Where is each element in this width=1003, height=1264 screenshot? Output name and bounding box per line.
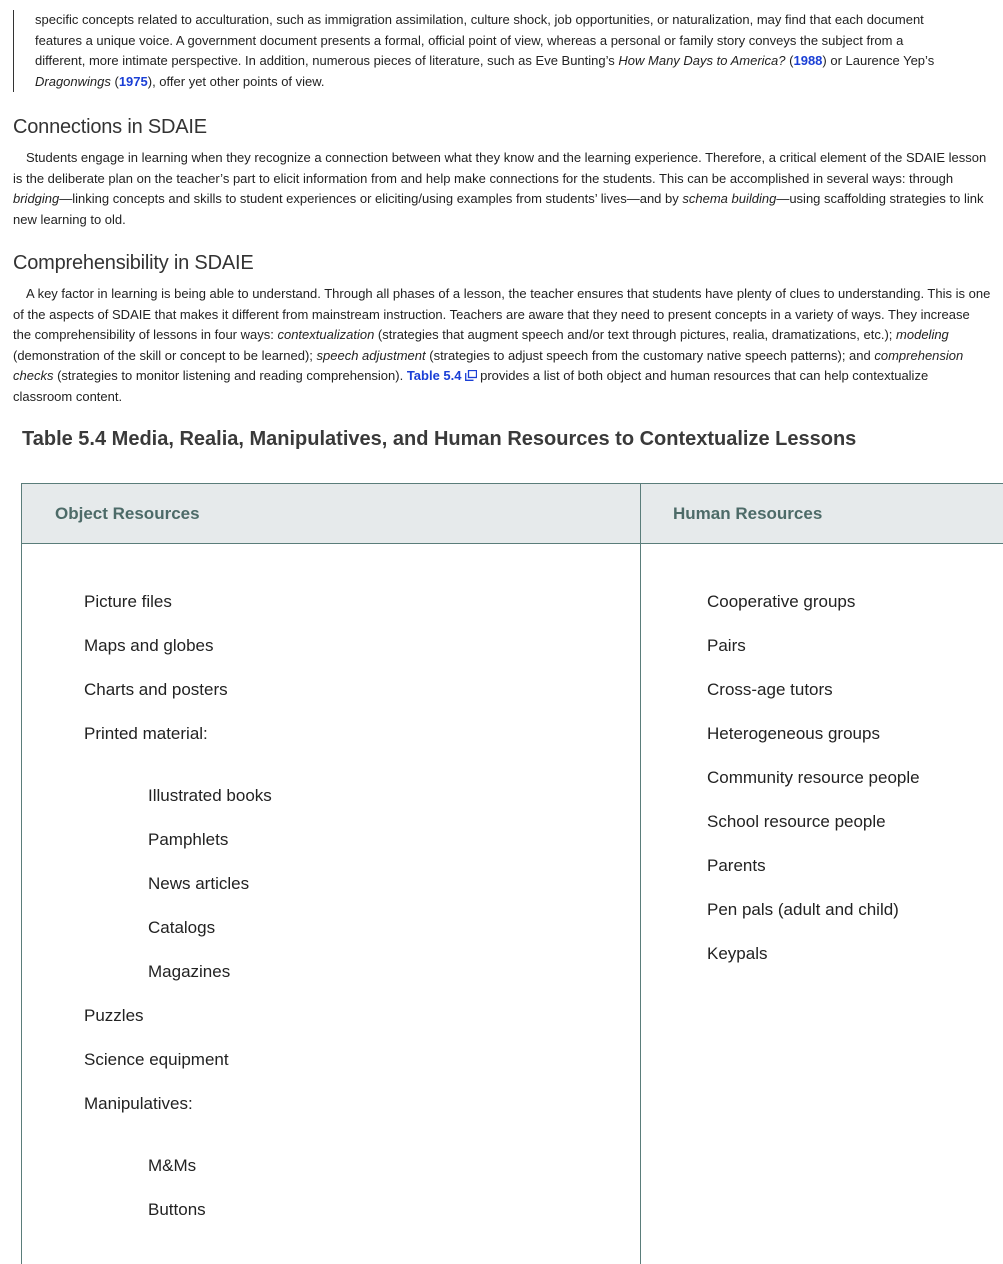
quote-text: ) or Laurence Yep’s	[822, 53, 935, 68]
quote-text: different, more intimate perspective. In addition, numerous pieces of literature, such as Eve Bunting’s	[35, 53, 619, 68]
table-header-row	[22, 484, 1003, 544]
human-item: Cooperative groups	[707, 592, 856, 611]
object-subitem: Pamphlets	[148, 830, 229, 849]
column-header-human: Human Resources	[673, 504, 823, 523]
human-item: School resource people	[707, 812, 886, 831]
table-title: Table 5.4 Media, Realia, Manipulatives, and Human Resources to Contextualize Lessons	[22, 428, 857, 450]
term: contextualization	[277, 327, 375, 342]
quote-text: (	[785, 53, 794, 68]
term: schema building	[682, 191, 777, 206]
para-text: A key factor in learning is being able to understand. Through all phases of a lesson, the teacher ensures that students have plenty of clues to understanding. This is one of the aspects of SDAIE that makes it different from mainstream instruction. Teachers are aware that they need to present concepts in a variety of ways. They increase the comprehensibility of lessons in four ways:	[13, 286, 991, 342]
para-text: (strategies that augment speech and/or text through pictures, realia, dramatizations, etc.);	[374, 327, 897, 342]
quote-text: (	[110, 73, 119, 89]
quote-line: specific concepts related to acculturation, such as immigration assimilation, culture shock, job opportunities, or naturalization, may find that each document	[35, 12, 924, 27]
object-item: Picture files	[84, 592, 172, 611]
book-title: Dragonwings	[35, 73, 111, 89]
quote-text: ), offer yet other points of view.	[147, 73, 325, 89]
term: comprehension checks	[13, 347, 964, 383]
resources-table	[21, 483, 1003, 1264]
para-text: (demonstration of the skill or concept to be learned);	[13, 347, 317, 363]
table-5-4-link[interactable]	[407, 368, 477, 383]
object-item: Printed material:	[84, 724, 208, 743]
object-item: Maps and globes	[84, 636, 214, 655]
heading-comprehensibility: Comprehensibility in SDAIE	[13, 252, 254, 274]
quote-line	[35, 72, 1000, 93]
book-title: How Many Days to America?	[618, 53, 786, 68]
para-text: —linking concepts and skills to student experiences or eliciting/using examples from students’ lives—and by	[59, 191, 683, 206]
para-text: —using scaffolding strategies to link new learning to old.	[13, 191, 984, 227]
object-subitem: Magazines	[148, 962, 231, 981]
quote-line	[35, 51, 1000, 72]
object-subitem: Buttons	[148, 1200, 206, 1219]
paragraph-comprehensibility	[13, 284, 991, 407]
object-subitem: News articles	[148, 874, 250, 893]
human-item: Keypals	[707, 944, 768, 963]
human-item: Pen pals (adult and child)	[707, 900, 899, 919]
term: speech adjustment	[316, 347, 426, 363]
object-item: Science equipment	[84, 1050, 229, 1069]
para-text: (strategies to monitor listening and reading comprehension).	[53, 368, 407, 383]
human-item: Cross-age tutors	[707, 680, 833, 699]
object-item: Puzzles	[84, 1006, 144, 1025]
object-subitem: Illustrated books	[148, 786, 272, 805]
open-table-icon	[465, 370, 477, 381]
paragraph-connections	[13, 148, 991, 230]
para-text: Students engage in learning when they recognize a connection between what they know and the learning experience. Therefore, a critical element of the SDAIE lesson is the deliberate plan on the teacher’s part to elicit information from and help make connections for the students. This can be accomplished in several ways: through	[13, 150, 987, 186]
object-subitem: M&Ms	[148, 1156, 197, 1175]
term: modeling	[896, 327, 949, 342]
human-item: Heterogeneous groups	[707, 724, 880, 743]
human-item: Parents	[707, 856, 766, 875]
block-quote	[13, 10, 1000, 92]
para-text: (strategies to adjust speech from the customary native speech patterns); and	[425, 347, 875, 363]
human-item: Community resource people	[707, 768, 920, 787]
object-item: Manipulatives:	[84, 1094, 193, 1113]
quote-line: features a unique voice. A government document presents a formal, official point of view, whereas a personal or family story conveys the subject from a	[35, 32, 904, 48]
object-subitem: Catalogs	[148, 918, 216, 937]
column-header-object: Object Resources	[55, 504, 200, 523]
object-item: Charts and posters	[84, 680, 228, 699]
citation-link-1988[interactable]: 1988	[793, 53, 823, 68]
para-text: provides a list of both object and human resources that can help contextualize classroom content.	[13, 368, 929, 404]
citation-link-1975[interactable]: 1975	[118, 73, 148, 89]
column-divider	[640, 484, 641, 1264]
term: bridging	[13, 191, 60, 206]
heading-connections: Connections in SDAIE	[13, 116, 207, 138]
human-item: Pairs	[707, 636, 746, 655]
table-link-label: Table 5.4	[406, 368, 462, 383]
